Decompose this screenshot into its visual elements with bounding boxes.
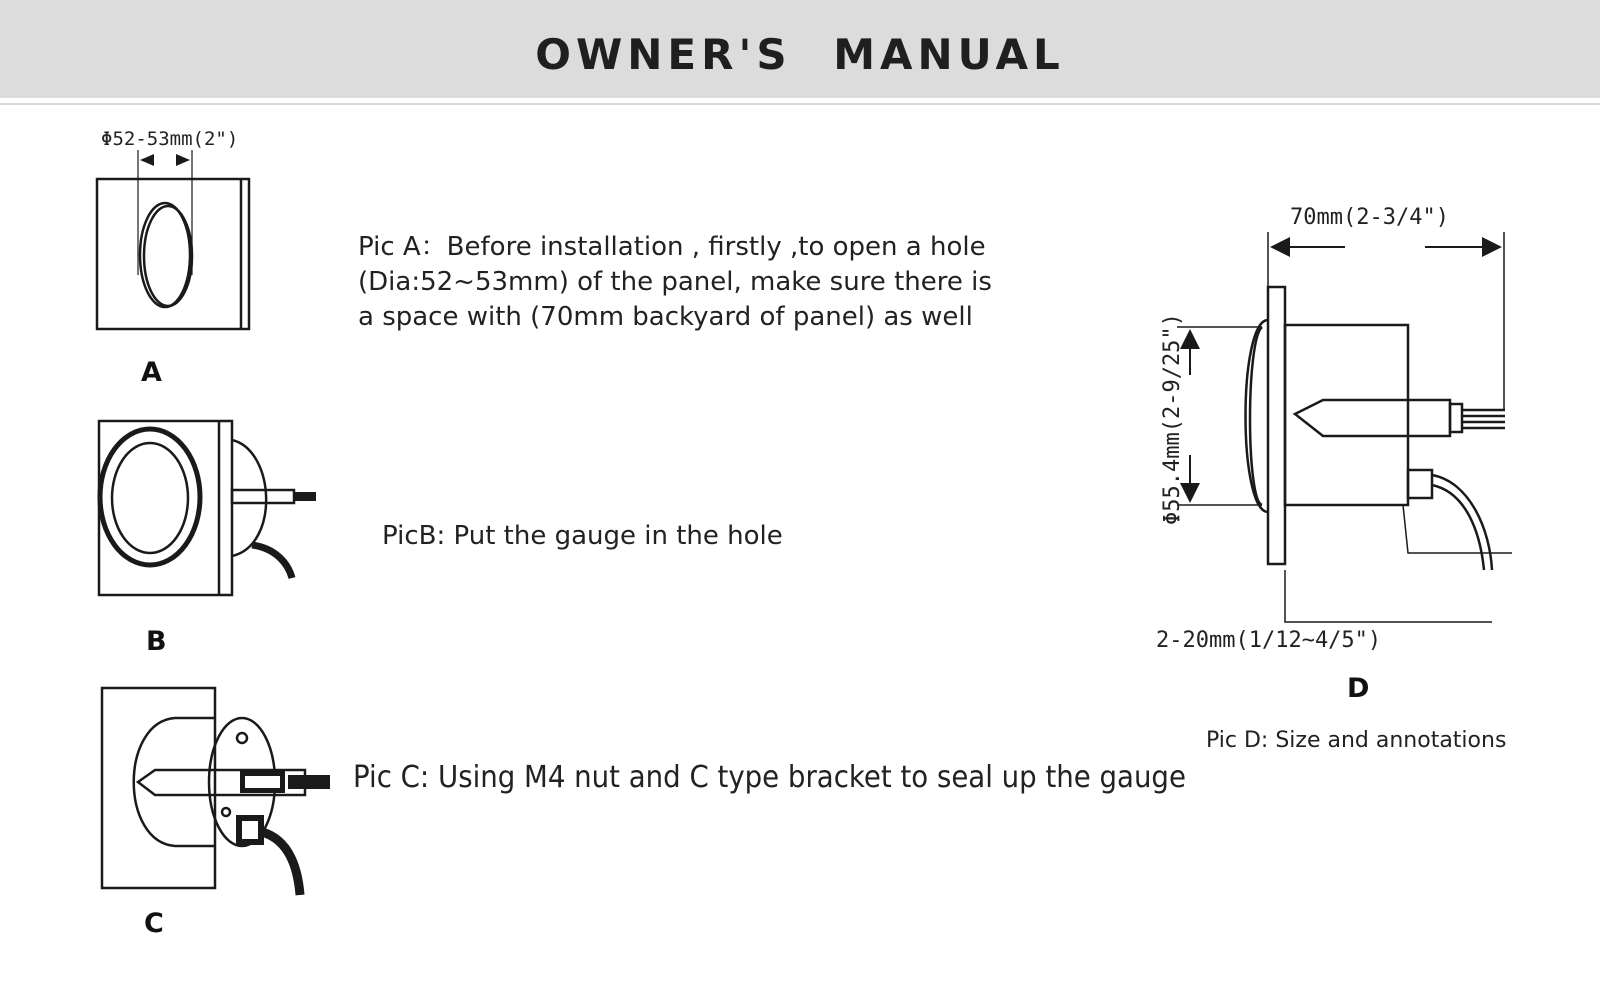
- pic-c-label: C: [144, 908, 164, 939]
- depth-dimension: 70mm(2-3/4"): [1290, 205, 1449, 230]
- hole-diameter-dimension: Φ52-53mm(2"): [101, 128, 239, 150]
- pic-b-label: B: [146, 626, 167, 657]
- diagram-c: [102, 688, 330, 895]
- diagram-b: [99, 421, 316, 595]
- pic-a-label: A: [141, 357, 162, 388]
- pic-d-caption: Pic D: Size and annotations: [1206, 728, 1507, 753]
- pic-c-caption: Pic C: Using M4 nut and C type bracket to seal up the gauge: [353, 760, 1186, 795]
- pic-a-caption-line: Pic A：Before installation , firstly ,to open a hole: [358, 232, 986, 262]
- panel-thickness-dimension: 2-20mm(1/12~4/5"): [1156, 628, 1382, 653]
- pic-b-caption: PicB: Put the gauge in the hole: [382, 521, 783, 551]
- pic-a-caption-line: (Dia:52~53mm) of the panel, make sure there is: [358, 267, 992, 297]
- diagram-a: [97, 150, 249, 329]
- diameter-dimension: Φ55.4mm(2-9/25"): [1160, 313, 1185, 525]
- pic-d-label: D: [1347, 673, 1370, 704]
- pic-a-caption-line: a space with (70mm backyard of panel) as well: [358, 302, 973, 332]
- diagram-d: [1177, 232, 1512, 622]
- pic-a-caption: [358, 230, 992, 335]
- page-title: OWNER'S MANUAL: [535, 30, 1065, 79]
